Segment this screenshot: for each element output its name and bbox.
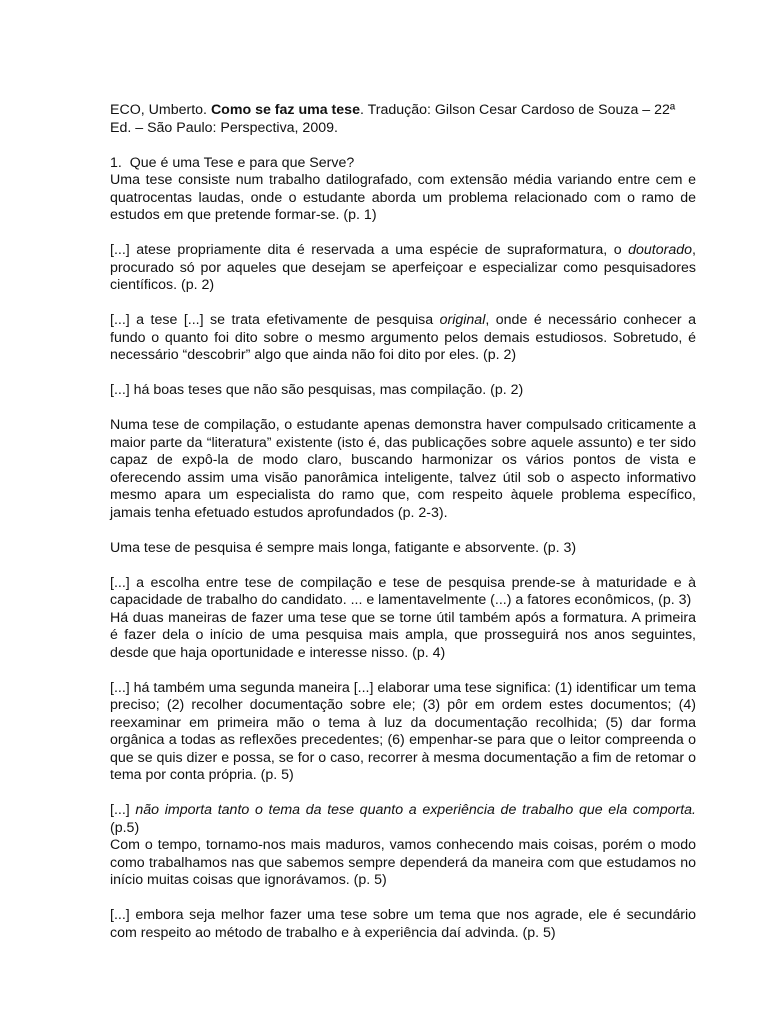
paragraph-7a: [...] a escolha entre tese de compilação e tese de pesquisa prende-se à maturidade e à capacidade de trabalho do candidato. ... e lamentavelmente (...) a fatores econômicos, (p. 3) <box>110 574 696 608</box>
paragraph-2-emphasis: doutorado <box>628 242 693 258</box>
paragraph-10: [...] embora seja melhor fazer uma tese sobre um tema que nos agrade, ele é secundário com respeito ao método de trabalho e à experiência daí advinda. (p. 5) <box>110 907 696 941</box>
paragraph-6: Uma tese de pesquisa é sempre mais longa, fatigante e absorvente. (p. 3) <box>110 539 577 556</box>
paragraph-8: [...] há também uma segunda maneira [...] elaborar uma tese significa: (1) identificar um tema preciso; (2) recolher documentação sobre ele; (3) pôr em ordem estes documentos; (4) reexaminar em primeira mão o tema à luz da documentação recolhida; (5) dar forma orgânica a todas as reflexões precedentes; (6) empenhar-se para que o leitor compreenda o que se quis dizer e possa, se for o caso, recorrer à mesma documentação a fim de retomar o tema por conta própria. (p. 5) <box>110 679 696 783</box>
section-number: 1. <box>110 154 122 171</box>
paragraph-2 <box>110 242 696 295</box>
paragraph-7b: Há duas maneiras de fazer uma tese que se torne útil também após a formatura. A primeira é fazer dela o início de uma pesquisa mais ampla, que prosseguirá nos anos seguintes, desde que haja oportunidade e interesse nisso. (p. 4) <box>110 609 696 661</box>
paragraph-3-emphasis: original <box>439 312 486 328</box>
paragraph-2-b: , procurado só por aqueles que desejam se aperfeiçoar e especializar como pesquisadores científicos. (p. 2) <box>110 242 696 293</box>
citation-title: Como se faz uma tese <box>210 102 360 118</box>
paragraph-3-b: , onde é necessário conhecer a fundo o quanto foi dito sobre o mesmo argumento pelos demais estudiosos. Sobretudo, é necessário “descobrir” algo que ainda não foi dito por eles. (p. 2) <box>110 312 697 363</box>
paragraph-3 <box>110 312 696 365</box>
paragraph-4: [...] há boas teses que não são pesquisas, mas compilação. (p. 2) <box>110 382 524 398</box>
paragraph-1: Uma tese consiste num trabalho datilografado, com extensão média variando entre cem e quatrocentas laudas, onde o estudante aborda um problema relacionado com o ramo de estudos em que pretende formar-se. (p. 1) <box>110 172 696 223</box>
section-title: Que é uma Tese e para que Serve? <box>129 154 355 171</box>
paragraph-9c: Com o tempo, tornamo-nos mais maduros, vamos conhecendo mais coisas, porém o modo como trabalhamos nas que sabemos sempre dependerá da maneira com que estudamos no início muitas coisas que ignorávamos. (p. 5) <box>110 837 696 888</box>
paragraph-9 <box>110 802 696 837</box>
section-heading <box>110 155 696 173</box>
paragraph-9-emphasis: não importa tanto o tema da tese quanto a experiência de trabalho que ela comporta. <box>135 802 696 818</box>
citation-details: . Tradução: Gilson Cesar Cardoso de Souza – 22ª Ed. – São Paulo: Perspectiva, 2009. <box>110 102 676 136</box>
paragraph-9-b: (p.5) <box>110 819 140 836</box>
paragraph-9-a: [...] <box>110 802 136 818</box>
citation-author: ECO, Umberto. <box>110 102 207 118</box>
paragraph-3-a: [...] a tese [...] se trata efetivamente de pesquisa <box>110 312 440 328</box>
paragraph-2-a: [...] atese propriamente dita é reservada a uma espécie de supraformatura, o <box>110 242 629 258</box>
paragraph-5: Numa tese de compilação, o estudante apenas demonstra haver compulsado criticamente a maior parte da “literatura” existente (isto é, das publicações sobre aquele assunto) e ter sido capaz de expô-la de modo claro, buscando harmonizar os vários pontos de vista e oferecendo assim uma visão panorâmica inteligente, talvez útil sob o aspecto informativo mesmo apara um especialista do ramo que, com respeito àquele problema específico, jamais tenha efetuado estudos aprofundados (p. 2-3). <box>110 417 696 521</box>
citation <box>110 102 696 137</box>
